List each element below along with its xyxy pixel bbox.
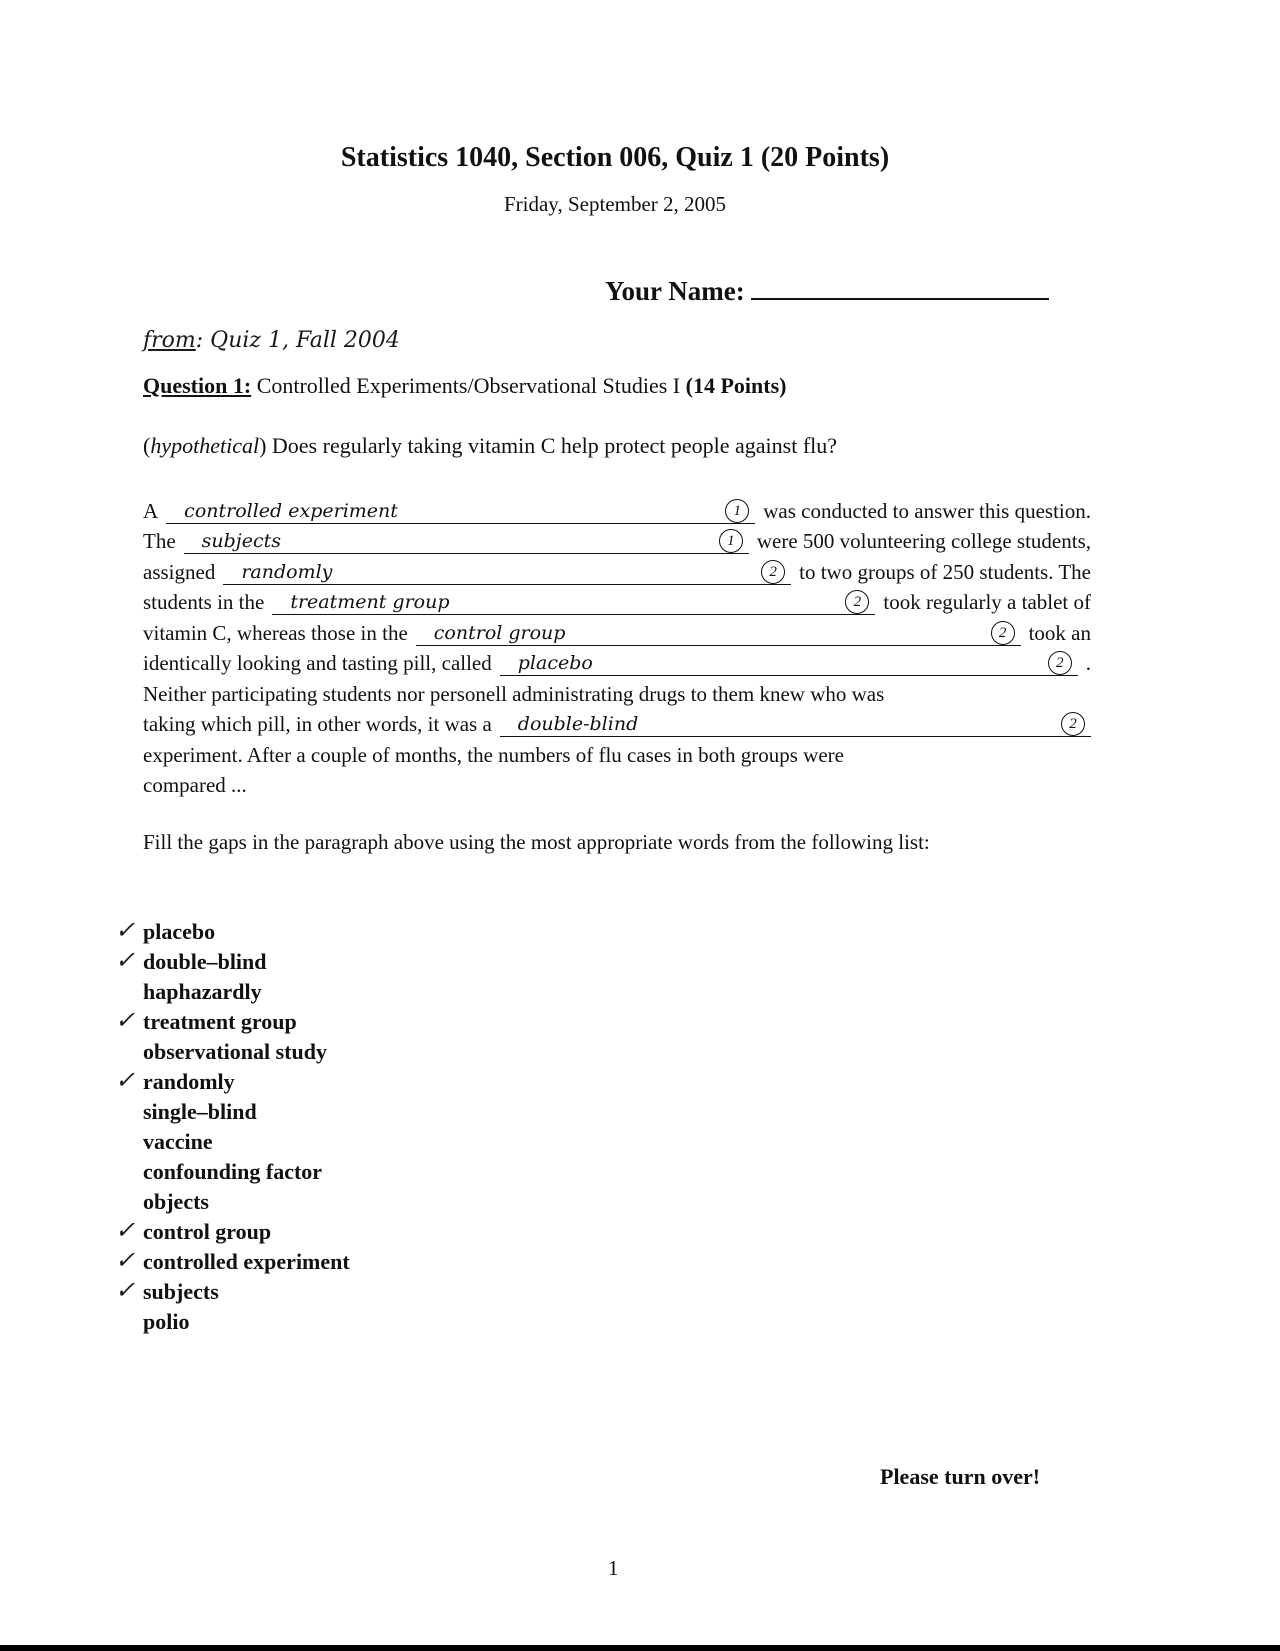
handwritten-answer: randomly [241, 560, 333, 583]
handwritten-note [143, 328, 400, 353]
para-line [143, 676, 1091, 707]
check-mark-icon: ✓ [115, 916, 136, 944]
word-list-item [115, 1247, 350, 1277]
word-list-item [115, 1157, 350, 1187]
text: assigned [143, 559, 216, 584]
scan-border [0, 1645, 1280, 1651]
text: A [143, 498, 159, 523]
word-list-item [115, 1187, 350, 1217]
para-line [143, 646, 1091, 677]
text: identically looking and tasting pill, called [143, 651, 492, 675]
quiz-title: Statistics 1040, Section 006, Quiz 1 (20 Points) [340, 142, 890, 173]
para-line [143, 615, 1091, 646]
para-line [143, 768, 1091, 799]
handwritten-answer: double-blind [517, 713, 639, 735]
word-list [115, 917, 350, 1337]
question-label: Question 1: [143, 373, 252, 398]
question-title: Controlled Experiments/Observational Studies I [256, 373, 681, 398]
handwritten-answer: control group [433, 621, 566, 644]
word-label: controlled experiment [143, 1249, 350, 1274]
text: . [1085, 651, 1091, 675]
score-circle: 2 [1048, 651, 1072, 675]
fill-in-paragraph [143, 493, 1091, 798]
word-label: vaccine [143, 1129, 213, 1154]
word-label: double–blind [143, 949, 267, 974]
score-circle: 2 [845, 590, 869, 614]
check-mark-icon: ✓ [115, 1216, 136, 1244]
word-list-item [115, 1067, 350, 1097]
text: The [143, 529, 176, 553]
answer-blank[interactable] [416, 619, 1021, 646]
prompt-text: Does regularly taking vitamin C help protect people against flu? [271, 433, 838, 458]
score-circle: 2 [761, 560, 785, 584]
word-label: observational study [143, 1039, 327, 1064]
name-field [605, 276, 1049, 307]
score-circle: 1 [725, 499, 749, 523]
handwritten-answer: placebo [517, 652, 593, 674]
para-line [143, 737, 1091, 768]
word-label: haphazardly [143, 979, 262, 1004]
word-label: randomly [143, 1069, 235, 1094]
word-list-item [115, 1007, 350, 1037]
text: Neither participating students nor personell administrating drugs to them knew who was [143, 681, 885, 706]
text: took regularly a tablet of [883, 590, 1091, 614]
text: to two groups of 250 students. The [799, 559, 1091, 584]
word-label: confounding factor [143, 1159, 323, 1184]
answer-blank[interactable] [500, 710, 1091, 737]
word-label: treatment group [143, 1009, 297, 1034]
instructions: Fill the gaps in the paragraph above using the most appropriate words from the following list: [143, 830, 930, 854]
score-circle: 2 [991, 621, 1015, 645]
score-circle: 2 [1061, 712, 1085, 736]
word-list-item [115, 947, 350, 977]
check-mark-icon: ✓ [115, 1066, 136, 1094]
answer-blank[interactable] [500, 649, 1078, 676]
name-blank [751, 276, 1049, 300]
word-list-item [115, 1127, 350, 1157]
word-label: single–blind [143, 1099, 257, 1124]
handwritten-answer: treatment group [290, 591, 450, 613]
text: students in the [143, 590, 265, 614]
question-heading [143, 373, 786, 399]
answer-blank[interactable] [184, 527, 749, 554]
para-line [143, 524, 1091, 555]
text: vitamin C, whereas those in the [143, 620, 408, 645]
para-line [143, 585, 1091, 616]
word-label: polio [143, 1309, 190, 1334]
name-label: Your Name: [605, 276, 745, 306]
check-mark-icon: ✓ [115, 1276, 136, 1304]
word-list-item [115, 977, 350, 1007]
text: were 500 volunteering college students, [756, 529, 1091, 553]
word-label: objects [143, 1189, 209, 1214]
text: taking which pill, in other words, it was a [143, 712, 492, 736]
answer-blank[interactable] [166, 497, 755, 524]
para-line [143, 554, 1091, 585]
word-list-item [115, 1277, 350, 1307]
check-mark-icon: ✓ [115, 946, 136, 974]
word-list-item [115, 1097, 350, 1127]
handwritten-answer: controlled experiment [184, 499, 398, 522]
question-points: (14 Points) [685, 373, 787, 398]
text: was conducted to answer this question. [763, 498, 1091, 523]
text: experiment. After a couple of months, the numbers of flu cases in both groups were [143, 742, 844, 767]
handwritten-answer: subjects [201, 530, 281, 552]
score-circle: 1 [719, 529, 743, 553]
note-prefix: from [143, 328, 196, 353]
para-line [143, 707, 1091, 738]
word-list-item [115, 1037, 350, 1067]
quiz-date: Friday, September 2, 2005 [503, 192, 727, 216]
text: took an [1028, 620, 1091, 645]
answer-blank[interactable] [272, 588, 875, 615]
prompt-italic: hypothetical [150, 433, 260, 458]
word-list-item [115, 1307, 350, 1337]
word-label: control group [143, 1219, 272, 1244]
check-mark-icon: ✓ [115, 1246, 136, 1274]
turn-over-note: Please turn over! [880, 1464, 1041, 1489]
check-mark-icon: ✓ [115, 1006, 136, 1034]
answer-blank[interactable] [223, 558, 791, 585]
word-list-item [115, 917, 350, 947]
word-label: subjects [143, 1279, 219, 1304]
page-number: 1 [608, 1556, 619, 1580]
question-prompt: (hypothetical) Does regularly taking vitamin C help protect people against flu? [143, 433, 838, 458]
note-text: : Quiz 1, Fall 2004 [195, 328, 400, 353]
word-list-item [115, 1217, 350, 1247]
para-line [143, 493, 1091, 524]
text: compared ... [143, 773, 247, 797]
word-label: placebo [143, 919, 216, 944]
